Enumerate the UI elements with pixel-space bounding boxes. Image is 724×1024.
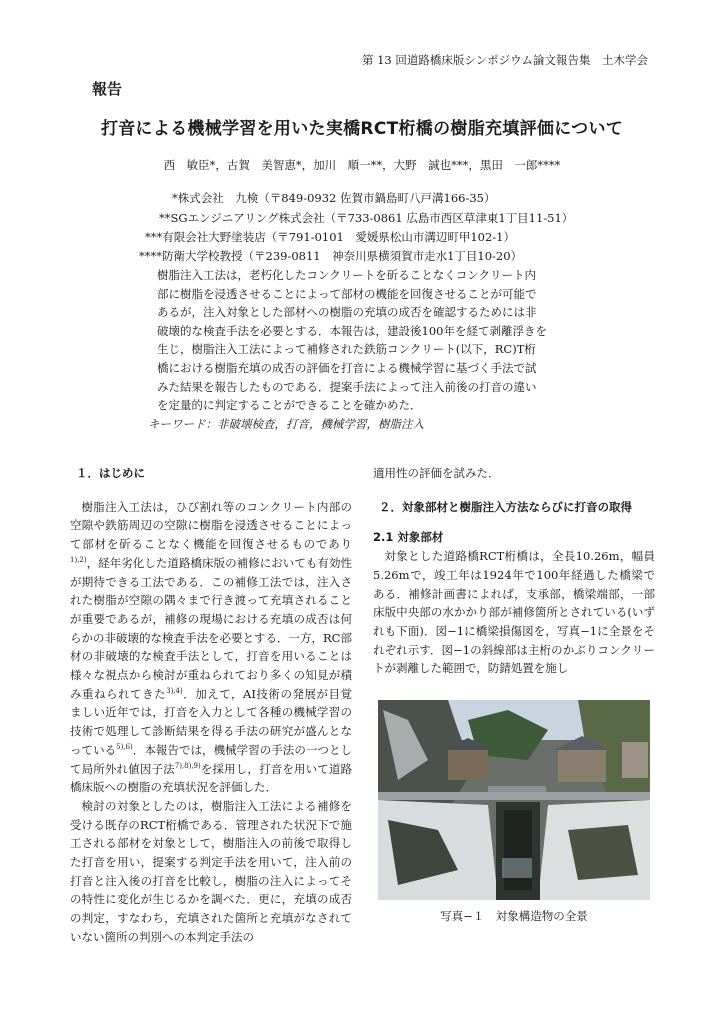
report-label: 報告 [92, 80, 123, 98]
affiliation-3: ***有限会社大野塗装店（〒791-0101 愛媛県松山市溝辺町甲102-1） [145, 230, 516, 244]
proceedings-header: 第 13 回道路橋床版シンポジウム論文報告集 土木学会 [361, 53, 648, 67]
keywords: キーワード：非破壊検査，打音，機械学習，樹脂注入 [148, 417, 424, 431]
section-heading-2: ２．対象部材と樹脂注入方法ならびに打音の取得 [379, 499, 632, 514]
intro-text: ．加えて，AI技術の発展が目覚ましい近年では，打音を入力として各種の機械学習の技術で処理して診断結果を得る手法の研究が盛んとなっている [70, 686, 353, 757]
abstract-line: を定量的に判定することができることを確かめた． [157, 398, 422, 413]
citation: 5),6) [116, 743, 133, 752]
intro-paragraph-1 [70, 498, 352, 797]
photo-caption: 写真−１ 対象構造物の全景 [440, 909, 588, 923]
section-heading-intro: １．はじめに [76, 466, 145, 480]
intro-text: ，経年劣化した道路橋床版の補修においても有効性が期待できる工法である．この補修工法では，注入された樹脂が空隙の隅々まで行き渡って充填されることが重要であるが，補修の現場における充填の成否は何らかの非破壊的な検査手法を必要とする．一方，RC部材の非破壊的な検査手法として，打音を用いることは様々な視点から検討が重ねられており多くの知見が積み重ねられてきた [70, 555, 352, 701]
right-column [373, 464, 655, 678]
subsection-heading-2-1: 2.1 対象部材 [373, 530, 444, 545]
left-column [70, 464, 352, 947]
section-2-1-paragraph: 対象とした道路橋RCT桁橋は，全長10.26m，幅員5.26mで，竣工年は1924年で100年経過した橋梁である．補修計画書によれば，支承部，橋梁端部，一部床版中央部の水かかり部が補修箇所とされている(いずれも下面)．図−1に橋梁損傷図を，写真−1に全景をそれぞれ示す．図−1の斜線部は主桁のかぶりコンクリートが剥離した範囲で，防錆処置を施し [373, 549, 655, 676]
abstract-line: 破壊的な検査手法を必要とする．本報告は，建設後100年を経て剥離浮きを [157, 323, 547, 338]
intro-text: を採用し，打音を用いて道路橋床版への樹脂の充填状況を評価した． [70, 761, 353, 795]
abstract-line: 生じ，樹脂注入工法によって補修された鉄筋コンクリート(以下，RC)T桁 [157, 342, 536, 357]
affiliation-2: **SGエンジニアリング株式会社（〒733-0861 広島市西区草津東1丁目11-51） [159, 211, 574, 225]
affiliation-1: *株式会社 九検（〒849-0932 佐賀市鍋島町八戸溝166-35） [172, 191, 496, 205]
intro-paragraph-2: 検討の対象としたのは，樹脂注入工法による補修を受ける既存のRCT桁橋である．管理された状況下で施工される部材を対象として，樹脂注入の前後で取得した打音を用い，提案する判定手法を用いて，注入前の打音と注入後の打音を比較し，樹脂の注入によってその特性に変化が生じるかを調べた．更に，充填の成否の判定，すなわち，充填された箇所と充填がなされていない箇所の判別への本判定手法の [70, 798, 352, 944]
abstract-line: 樹脂注入工法は，老朽化したコンクリートを斫ることなくコンクリート内 [157, 268, 537, 282]
abstract-line: あるが，注入対象とした部材への樹脂の充填の成否を確認するためには非 [157, 305, 537, 320]
intro-text: ．本報告では，機械学習の手法の一つとして局所外れ値因子法 [70, 742, 352, 776]
abstract-line: 橋における樹脂充填の成否の評価を打音による機械学習に基づく手法で試 [157, 360, 537, 375]
abstract [157, 266, 575, 415]
citation: 7),8),9) [174, 761, 201, 770]
bridge-photo [378, 700, 650, 900]
citation: 3),4) [166, 686, 183, 695]
paper-title: 打音による機械学習を用いた実橋RCT桁橋の樹脂充填評価について [100, 119, 624, 139]
citation: 1),2) [70, 555, 87, 564]
authors: 西 敏臣*，古賀 美智恵*，加川 順一**，大野 誠也***，黒田 一郎**** [163, 158, 561, 172]
continued-text: 適用性の評価を試みた． [373, 466, 500, 480]
abstract-line: みた結果を報告したものである．提案手法によって注入前後の打音の違い [157, 379, 537, 394]
affiliation-4: ****防衛大学校教授（〒239-0811 神奈川県横須賀市走水1丁目10-20） [139, 249, 523, 263]
intro-text: 樹脂注入工法は，ひび割れ等のコンクリート内部の空隙や鉄筋周辺の空隙に樹脂を浸透させることによって部材を斫ることなく機能を回復させるものであり [70, 499, 352, 552]
abstract-line: 部に樹脂を浸透させることによって部材の機能を回復させることが可能で [157, 286, 537, 301]
